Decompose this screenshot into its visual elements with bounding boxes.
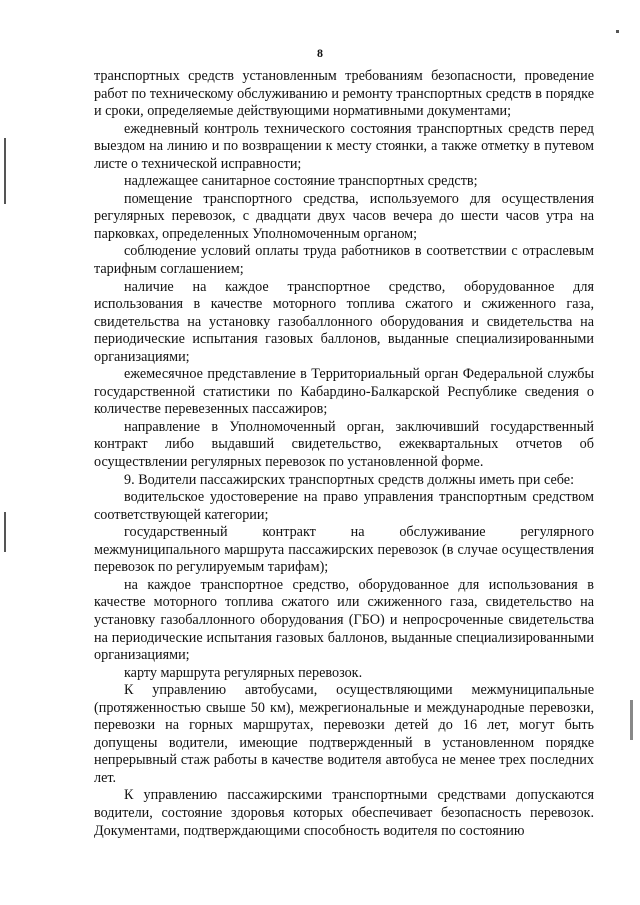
- paragraph: ежедневный контроль технического состояния транспортных средств перед выездом на линию и по возвращении к месту стоянки, а также отметку в путевом листе о технической исправности;: [94, 120, 594, 172]
- section-heading: 9. Водители пассажирских транспортных средств должны иметь при себе:: [124, 471, 575, 488]
- document-body: [94, 68, 594, 840]
- paragraph: К управлению автобусами, осуществляющими межмуниципальные (протяженностью свыше 50 км), межрегиональные и международные перевозки, перевозки на горных маршрутах, перевозки детей до 16 лет, могут быть допущены водители, имеющие подтвержденный в установленном порядке непрерывный стаж работы в качестве водителя автобуса не менее трех последних лет.: [94, 682, 594, 786]
- paragraph: соблюдение условий оплаты труда работников в соответствии с отраслевым тарифным соглашением;: [94, 243, 594, 278]
- paragraph: государственный контракт на обслуживание регулярного межмуниципального маршрута пассажирских перевозок (в случае осуществления перевозок по регулируемым тарифам);: [94, 524, 594, 576]
- paragraph: надлежащее санитарное состояние транспортных средств;: [124, 173, 478, 190]
- scan-mark-right-1: [616, 30, 619, 33]
- paragraph: направление в Уполномоченный орган, заключивший государственный контракт либо выдавший свидетельство, ежеквартальных отчетов об осуществлении регулярных перевозок по установленной форме.: [94, 418, 594, 471]
- paragraph: карту маршрута регулярных перевозок.: [124, 664, 363, 681]
- paragraph: К управлению пассажирскими транспортными средствами допускаются водители, состояние здоровья которых обеспечивает безопасность перевозок. Документами, подтверждающими способность водителя по состоянию: [94, 787, 594, 839]
- paragraph: ежемесячное представление в Территориальный орган Федеральной службы государственной статистики по Кабардино-Балкарской Республике сведения о количестве перевезенных пассажиров;: [94, 366, 594, 418]
- paragraph: водительское удостоверение на право управления транспортным средством соответствующей категории;: [94, 489, 594, 523]
- paragraph: наличие на каждое транспортное средство, оборудованное для использования в качестве моторного топлива сжатого и сжиженного газа, свидетельства на установку газобаллонного оборудования и свидетельства на периодические испытания газовых баллонов, выданные специализированными организациями;: [94, 278, 594, 365]
- paragraph: на каждое транспортное средство, оборудованное для использования в качестве моторного топлива сжатого или сжиженного газа, свидетельство на установку газобаллонного оборудования (ГБО) и непросроченные свидетельства на периодические испытания газовых баллонов, выданные специализированными организациями;: [94, 576, 594, 664]
- paragraph: транспортных средств установленным требованиям безопасности, проведение работ по техническому обслуживанию и ремонту транспортных средств в порядке и сроки, определяемые действующими нормативными документами;: [94, 68, 594, 120]
- scan-mark-right-2: [630, 700, 633, 740]
- paragraph: помещение транспортного средства, используемого для осуществления регулярных перевозок, с двадцати двух часов вечера до шести часов утра на парковках, определенных Уполномоченным органом;: [94, 190, 594, 242]
- scan-mark-left-1: [4, 138, 6, 204]
- scan-mark-left-2: [4, 512, 6, 552]
- page-number: 8: [317, 46, 323, 60]
